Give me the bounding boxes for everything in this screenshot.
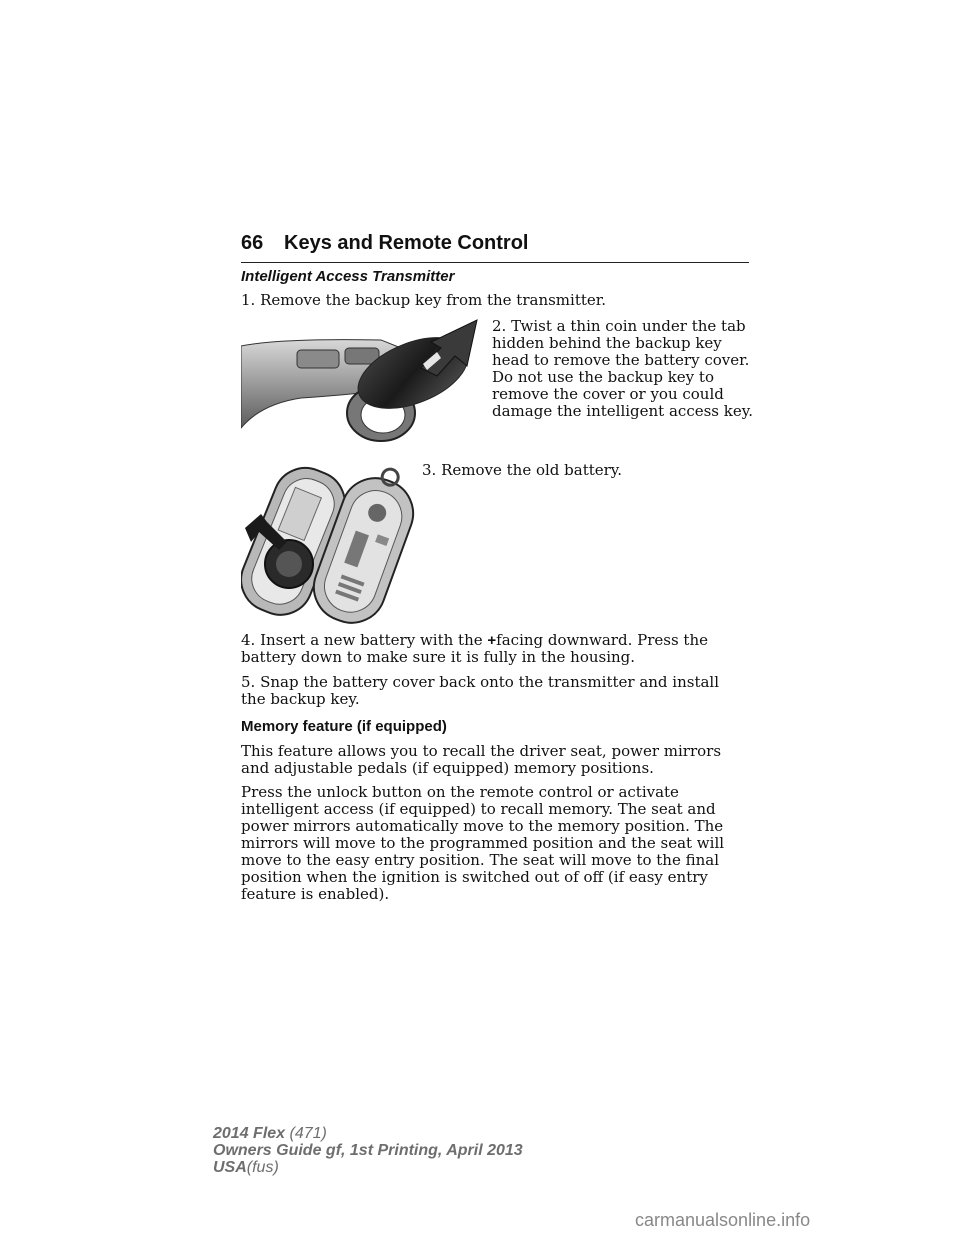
footer-guide: Owners Guide gf, 1st Printing, April 2013 xyxy=(213,1142,523,1159)
footer-model: 2014 Flex xyxy=(213,1125,286,1142)
memory-feature-heading: Memory feature (if equipped) xyxy=(241,718,447,735)
intelligent-access-heading: Intelligent Access Transmitter xyxy=(241,268,455,285)
step-4-before: 4. Insert a new battery with the xyxy=(241,631,483,649)
page-number: 66 xyxy=(241,232,264,254)
footer-region: USA xyxy=(213,1159,247,1176)
step-4-text xyxy=(241,632,751,666)
footer-region-code: (fus) xyxy=(246,1159,279,1176)
plus-symbol: + xyxy=(487,632,497,649)
memory-paragraph-1: This feature allows you to recall the driver seat, power mirrors and adjustable pedals (if equipped) memory positions. xyxy=(241,742,722,777)
section-title: Keys and Remote Control xyxy=(284,232,529,254)
old-battery-removal-figure xyxy=(241,456,417,626)
battery-cover-removal-figure xyxy=(241,318,485,446)
page-header xyxy=(241,232,749,263)
memory-paragraph-2: Press the unlock button on the remote control or activate intelligent access (if equipped) to recall memory. The seat and power mirrors automatically move to the memory position. The mirrors will move to the programmed position and the seat will move to the easy entry position. The seat will move to the final position when the ignition is switched out of off (if easy entry feature is enabled). xyxy=(241,783,725,903)
footer-code: (471) xyxy=(289,1125,327,1142)
step-1-text: 1. Remove the backup key from the transmitter. xyxy=(241,291,607,309)
step-2-text: 2. Twist a thin coin under the tab hidden behind the backup key head to remove the battery cover. Do not use the backup key to remove the cover or you could damage the intelligent access key. xyxy=(492,317,753,420)
watermark: carmanualsonline.info xyxy=(635,1210,811,1230)
step-5-text: 5. Snap the battery cover back onto the transmitter and install the backup key. xyxy=(241,673,720,708)
step-4-after: facing downward. Press the battery down to make sure it is fully in the housing. xyxy=(241,631,708,666)
document-footer xyxy=(213,1125,523,1176)
step-3-text: 3. Remove the old battery. xyxy=(422,461,623,479)
